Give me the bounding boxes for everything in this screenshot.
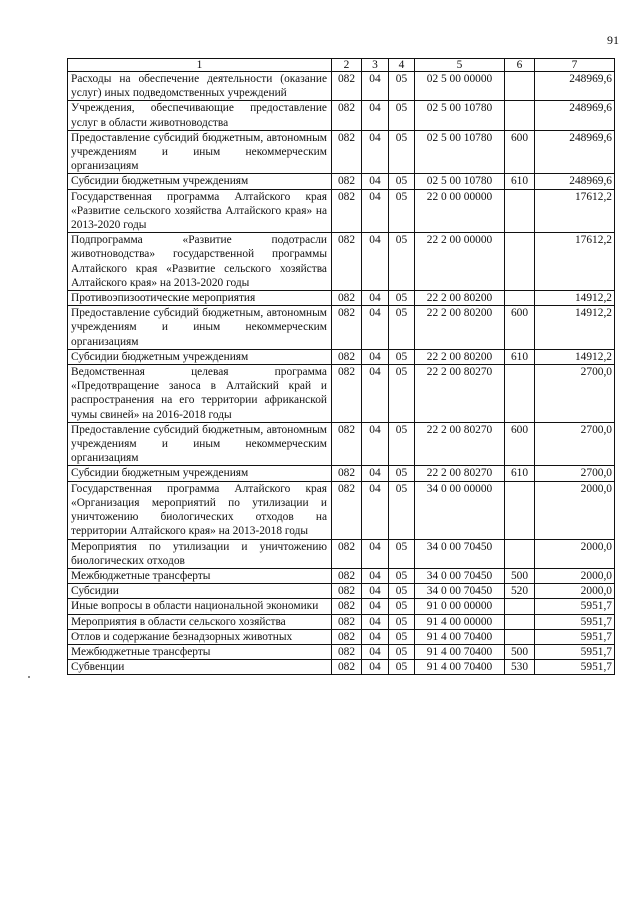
cell-name: Ведомственная целевая программа «Предотвращение заноса в Алтайский край и распространения на его территории африканской чумы свиней» на 2016-2018 годы [68, 365, 332, 423]
cell-expense-type: 610 [505, 466, 535, 481]
table-row [68, 660, 615, 675]
cell-section-code: 04 [362, 422, 389, 466]
cell-target-article: 22 2 00 80200 [415, 349, 505, 364]
cell-name: Расходы на обеспечение деятельности (оказание услуг) иных подведомственных учреждений [68, 72, 332, 101]
cell-expense-type [505, 614, 535, 629]
header-cell: 2 [332, 59, 362, 72]
cell-expense-type [505, 233, 535, 291]
cell-section-code: 04 [362, 599, 389, 614]
cell-amount: 2700,0 [535, 466, 615, 481]
cell-target-article: 34 0 00 00000 [415, 481, 505, 539]
cell-subsection-code: 05 [389, 101, 415, 130]
cell-subsection-code: 05 [389, 233, 415, 291]
cell-ministry-code: 082 [332, 614, 362, 629]
table-header-row [68, 59, 615, 72]
cell-subsection-code: 05 [389, 422, 415, 466]
table-row [68, 233, 615, 291]
cell-target-article: 91 0 00 00000 [415, 599, 505, 614]
cell-amount: 5951,7 [535, 644, 615, 659]
cell-name: Предоставление субсидий бюджетным, автономным учреждениям и иным некоммерческим организациям [68, 422, 332, 466]
cell-subsection-code: 05 [389, 481, 415, 539]
table-row [68, 539, 615, 568]
cell-amount: 248969,6 [535, 174, 615, 189]
cell-expense-type: 500 [505, 568, 535, 583]
cell-amount: 5951,7 [535, 660, 615, 675]
cell-section-code: 04 [362, 306, 389, 350]
cell-ministry-code: 082 [332, 233, 362, 291]
cell-target-article: 02 5 00 10780 [415, 130, 505, 174]
table-row [68, 174, 615, 189]
cell-expense-type: 600 [505, 130, 535, 174]
cell-section-code: 04 [362, 130, 389, 174]
cell-expense-type: 610 [505, 349, 535, 364]
cell-amount: 2700,0 [535, 422, 615, 466]
cell-expense-type: 600 [505, 306, 535, 350]
cell-expense-type [505, 629, 535, 644]
table-row [68, 306, 615, 350]
cell-subsection-code: 05 [389, 365, 415, 423]
cell-amount: 248969,6 [535, 101, 615, 130]
table-row [68, 189, 615, 233]
cell-amount: 248969,6 [535, 72, 615, 101]
cell-target-article: 34 0 00 70450 [415, 584, 505, 599]
cell-amount: 2000,0 [535, 568, 615, 583]
cell-section-code: 04 [362, 481, 389, 539]
cell-name: Субсидии [68, 584, 332, 599]
cell-name: Иные вопросы в области национальной экономики [68, 599, 332, 614]
cell-subsection-code: 05 [389, 189, 415, 233]
cell-target-article: 02 5 00 00000 [415, 72, 505, 101]
table-row [68, 629, 615, 644]
cell-amount: 14912,2 [535, 306, 615, 350]
cell-ministry-code: 082 [332, 174, 362, 189]
cell-name: Учреждения, обеспечивающие предоставление услуг в области животноводства [68, 101, 332, 130]
cell-name: Субсидии бюджетным учреждениям [68, 174, 332, 189]
header-cell: 4 [389, 59, 415, 72]
cell-subsection-code: 05 [389, 644, 415, 659]
cell-subsection-code: 05 [389, 599, 415, 614]
cell-ministry-code: 082 [332, 466, 362, 481]
cell-name: Субсидии бюджетным учреждениям [68, 349, 332, 364]
table-row [68, 101, 615, 130]
cell-amount: 2700,0 [535, 365, 615, 423]
cell-ministry-code: 082 [332, 365, 362, 423]
cell-target-article: 22 2 00 80200 [415, 306, 505, 350]
cell-expense-type [505, 365, 535, 423]
cell-name: Государственная программа Алтайского края «Развитие сельского хозяйства Алтайского края» на 2013-2020 годы [68, 189, 332, 233]
cell-amount: 5951,7 [535, 599, 615, 614]
cell-ministry-code: 082 [332, 568, 362, 583]
cell-amount: 2000,0 [535, 481, 615, 539]
cell-name: Мероприятия в области сельского хозяйства [68, 614, 332, 629]
header-cell: 5 [415, 59, 505, 72]
cell-section-code: 04 [362, 660, 389, 675]
cell-section-code: 04 [362, 291, 389, 306]
cell-subsection-code: 05 [389, 349, 415, 364]
cell-target-article: 22 2 00 80270 [415, 466, 505, 481]
cell-target-article: 02 5 00 10780 [415, 101, 505, 130]
cell-section-code: 04 [362, 349, 389, 364]
cell-target-article: 91 4 00 70400 [415, 660, 505, 675]
cell-target-article: 91 4 00 70400 [415, 644, 505, 659]
cell-subsection-code: 05 [389, 174, 415, 189]
cell-section-code: 04 [362, 72, 389, 101]
cell-ministry-code: 082 [332, 539, 362, 568]
cell-amount: 5951,7 [535, 629, 615, 644]
cell-section-code: 04 [362, 629, 389, 644]
cell-name: Отлов и содержание безнадзорных животных [68, 629, 332, 644]
cell-subsection-code: 05 [389, 306, 415, 350]
cell-section-code: 04 [362, 101, 389, 130]
cell-section-code: 04 [362, 614, 389, 629]
cell-ministry-code: 082 [332, 584, 362, 599]
cell-section-code: 04 [362, 365, 389, 423]
cell-ministry-code: 082 [332, 422, 362, 466]
cell-section-code: 04 [362, 644, 389, 659]
cell-name: Субсидии бюджетным учреждениям [68, 466, 332, 481]
table-row [68, 614, 615, 629]
page-number: 91 [607, 33, 619, 47]
cell-amount: 248969,6 [535, 130, 615, 174]
header-cell: 3 [362, 59, 389, 72]
cell-ministry-code: 082 [332, 644, 362, 659]
table-row [68, 466, 615, 481]
table-row [68, 130, 615, 174]
table-row [68, 599, 615, 614]
cell-ministry-code: 082 [332, 481, 362, 539]
cell-name: Мероприятия по утилизации и уничтожению биологических отходов [68, 539, 332, 568]
table-row [68, 291, 615, 306]
cell-expense-type [505, 291, 535, 306]
cell-section-code: 04 [362, 568, 389, 583]
cell-section-code: 04 [362, 189, 389, 233]
cell-expense-type [505, 539, 535, 568]
cell-ministry-code: 082 [332, 629, 362, 644]
cell-amount: 17612,2 [535, 189, 615, 233]
table-row [68, 349, 615, 364]
header-cell: 6 [505, 59, 535, 72]
cell-name: Противоэпизоотические мероприятия [68, 291, 332, 306]
cell-target-article: 22 2 00 80270 [415, 422, 505, 466]
header-cell: 7 [535, 59, 615, 72]
cell-target-article: 22 2 00 00000 [415, 233, 505, 291]
cell-subsection-code: 05 [389, 660, 415, 675]
cell-section-code: 04 [362, 539, 389, 568]
cell-amount: 5951,7 [535, 614, 615, 629]
cell-ministry-code: 082 [332, 306, 362, 350]
cell-subsection-code: 05 [389, 629, 415, 644]
cell-target-article: 22 0 00 00000 [415, 189, 505, 233]
cell-name: Государственная программа Алтайского края «Организация мероприятий по утилизации и уничтожению биологических отходов на территории Алтайского края» на 2013-2018 годы [68, 481, 332, 539]
cell-section-code: 04 [362, 174, 389, 189]
cell-subsection-code: 05 [389, 291, 415, 306]
cell-amount: 17612,2 [535, 233, 615, 291]
cell-amount: 2000,0 [535, 584, 615, 599]
cell-amount: 2000,0 [535, 539, 615, 568]
table-row [68, 568, 615, 583]
table-row [68, 422, 615, 466]
cell-target-article: 22 2 00 80200 [415, 291, 505, 306]
cell-amount: 14912,2 [535, 349, 615, 364]
cell-target-article: 34 0 00 70450 [415, 568, 505, 583]
cell-expense-type: 600 [505, 422, 535, 466]
cell-target-article: 91 4 00 70400 [415, 629, 505, 644]
cell-subsection-code: 05 [389, 130, 415, 174]
cell-expense-type [505, 101, 535, 130]
cell-expense-type: 500 [505, 644, 535, 659]
cell-section-code: 04 [362, 584, 389, 599]
cell-ministry-code: 082 [332, 189, 362, 233]
cell-name: Подпрограмма «Развитие подотрасли животноводства» государственной программы Алтайского края «Развитие сельского хозяйства Алтайского края» на 2013-2020 годы [68, 233, 332, 291]
table-row [68, 365, 615, 423]
scan-speck [28, 676, 30, 678]
cell-subsection-code: 05 [389, 539, 415, 568]
cell-expense-type [505, 189, 535, 233]
cell-expense-type: 610 [505, 174, 535, 189]
cell-amount: 14912,2 [535, 291, 615, 306]
cell-name: Предоставление субсидий бюджетным, автономным учреждениям и иным некоммерческим организациям [68, 130, 332, 174]
cell-target-article: 02 5 00 10780 [415, 174, 505, 189]
cell-ministry-code: 082 [332, 660, 362, 675]
cell-name: Предоставление субсидий бюджетным, автономным учреждениям и иным некоммерческим организациям [68, 306, 332, 350]
cell-name: Межбюджетные трансферты [68, 644, 332, 659]
cell-ministry-code: 082 [332, 130, 362, 174]
cell-section-code: 04 [362, 233, 389, 291]
cell-ministry-code: 082 [332, 349, 362, 364]
cell-subsection-code: 05 [389, 614, 415, 629]
cell-section-code: 04 [362, 466, 389, 481]
cell-expense-type [505, 481, 535, 539]
cell-ministry-code: 082 [332, 291, 362, 306]
cell-subsection-code: 05 [389, 72, 415, 101]
cell-ministry-code: 082 [332, 101, 362, 130]
cell-name: Межбюджетные трансферты [68, 568, 332, 583]
cell-target-article: 91 4 00 00000 [415, 614, 505, 629]
cell-expense-type [505, 72, 535, 101]
cell-subsection-code: 05 [389, 466, 415, 481]
header-cell: 1 [68, 59, 332, 72]
budget-table [67, 58, 615, 675]
cell-expense-type [505, 599, 535, 614]
cell-target-article: 22 2 00 80270 [415, 365, 505, 423]
cell-target-article: 34 0 00 70450 [415, 539, 505, 568]
cell-expense-type: 520 [505, 584, 535, 599]
cell-subsection-code: 05 [389, 584, 415, 599]
cell-name: Субвенции [68, 660, 332, 675]
cell-subsection-code: 05 [389, 568, 415, 583]
table-row [68, 584, 615, 599]
table-row [68, 481, 615, 539]
cell-ministry-code: 082 [332, 599, 362, 614]
table-row [68, 72, 615, 101]
cell-ministry-code: 082 [332, 72, 362, 101]
cell-expense-type: 530 [505, 660, 535, 675]
table-row [68, 644, 615, 659]
